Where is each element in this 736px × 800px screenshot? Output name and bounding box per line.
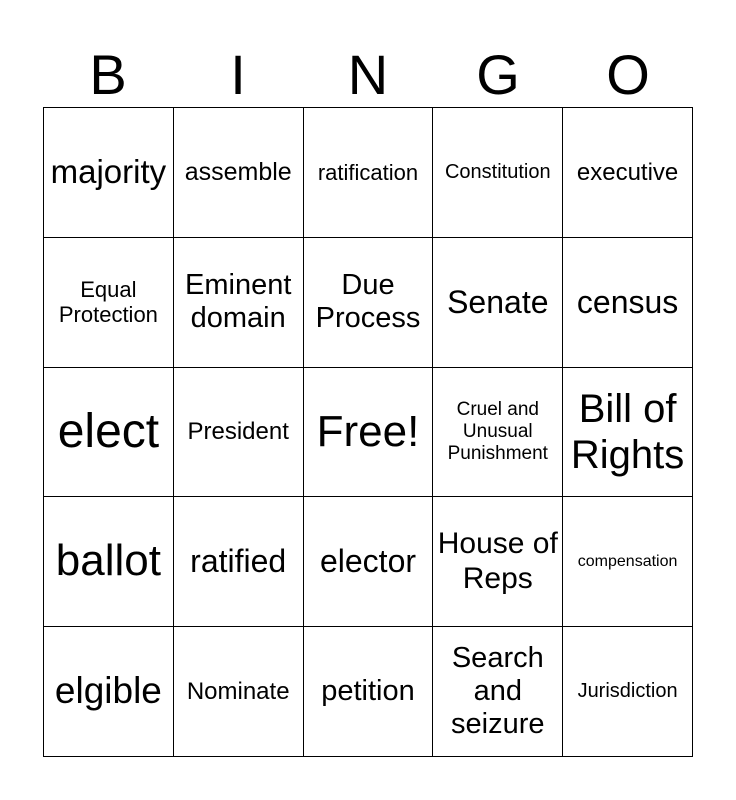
bingo-cell[interactable] — [44, 108, 174, 238]
bingo-cell[interactable] — [174, 368, 304, 498]
bingo-cell[interactable] — [433, 238, 563, 368]
bingo-cell[interactable] — [304, 368, 434, 498]
bingo-board — [43, 107, 693, 757]
header-letter-g: G — [476, 43, 520, 106]
cell-text: assemble — [184, 158, 292, 187]
cell-text: elgible — [54, 670, 162, 712]
bingo-cell[interactable] — [304, 497, 434, 627]
header-letter-b: B — [89, 43, 127, 106]
bingo-cell[interactable] — [44, 497, 174, 627]
bingo-cell[interactable] — [433, 627, 563, 757]
cell-text: President — [187, 418, 289, 446]
cell-text: ratification — [317, 159, 419, 185]
cell-text: census — [576, 283, 679, 320]
bingo-cell[interactable] — [563, 238, 693, 368]
header-letter-o: O — [606, 43, 650, 106]
bingo-cell[interactable] — [563, 108, 693, 238]
bingo-cell[interactable] — [563, 497, 693, 627]
cell-text: Senate — [447, 283, 549, 320]
bingo-cell[interactable] — [433, 497, 563, 627]
cell-text: Jurisdiction — [577, 680, 678, 703]
cell-text: compensation — [577, 552, 678, 570]
header-letter-i: I — [230, 43, 246, 106]
bingo-header — [43, 44, 693, 106]
bingo-cell[interactable] — [174, 238, 304, 368]
cell-text: petition — [321, 674, 415, 707]
cell-text: Bill of Rights — [570, 386, 685, 477]
cell-text: Search and seizure — [451, 641, 545, 741]
cell-text: ratified — [190, 543, 287, 580]
bingo-cell[interactable] — [563, 368, 693, 498]
bingo-cell[interactable] — [304, 108, 434, 238]
cell-text: House of Reps — [437, 527, 558, 595]
bingo-cell[interactable] — [563, 627, 693, 757]
bingo-cell[interactable] — [44, 368, 174, 498]
header-letter-n: N — [347, 43, 389, 106]
bingo-cell[interactable] — [433, 368, 563, 498]
cell-text: Equal Protection — [58, 276, 158, 328]
cell-text: Eminent domain — [185, 268, 292, 335]
bingo-cell[interactable] — [304, 238, 434, 368]
cell-text: ballot — [55, 536, 161, 586]
bingo-cell[interactable] — [174, 497, 304, 627]
bingo-cell[interactable] — [304, 627, 434, 757]
cell-text: elector — [319, 543, 417, 580]
cell-text: Constitution — [444, 160, 551, 183]
cell-text: executive — [576, 158, 679, 186]
cell-text: Due Process — [315, 268, 421, 335]
cell-text: Free! — [316, 406, 420, 456]
bingo-cell[interactable] — [44, 627, 174, 757]
cell-text: elect — [57, 405, 160, 459]
bingo-cell[interactable] — [44, 238, 174, 368]
cell-text: Cruel and Unusual Punishment — [447, 399, 548, 464]
cell-text: Nominate — [186, 677, 290, 705]
cell-text: majority — [50, 153, 167, 191]
bingo-cell[interactable] — [174, 108, 304, 238]
bingo-cell[interactable] — [433, 108, 563, 238]
bingo-cell[interactable] — [174, 627, 304, 757]
